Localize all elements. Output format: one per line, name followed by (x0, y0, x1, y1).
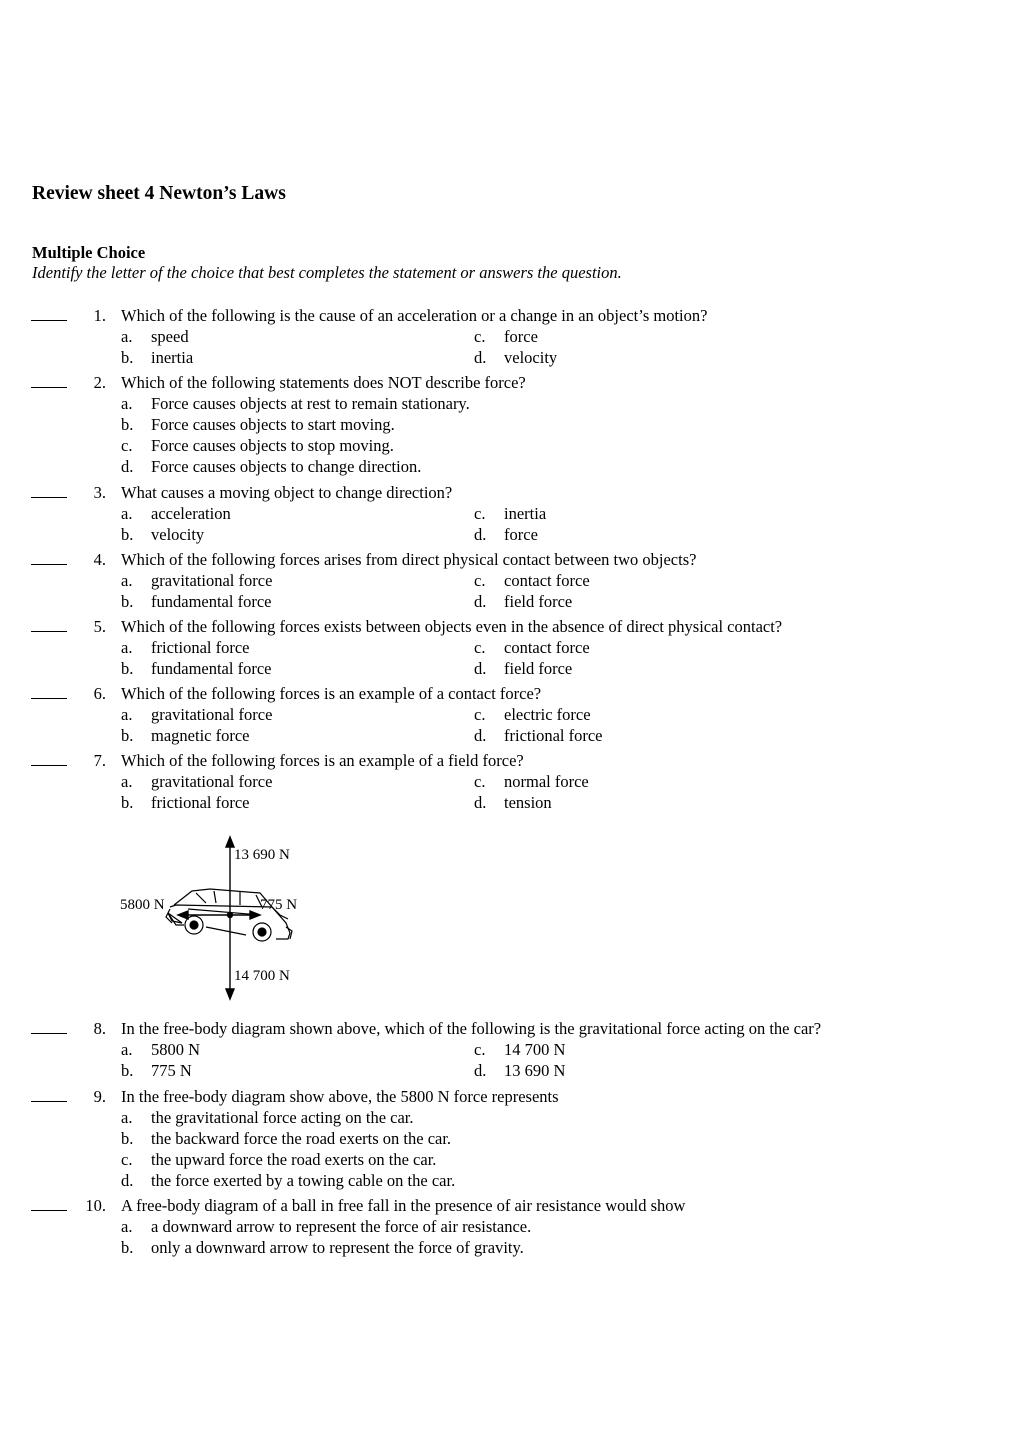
choice-text: force (504, 327, 538, 346)
down-force-label: 14 700 N (234, 968, 290, 984)
choice-letter: d. (474, 1061, 487, 1080)
question-stem-line (0, 482, 1000, 503)
choice-text: velocity (504, 348, 558, 367)
answer-blank-line[interactable] (31, 750, 67, 766)
choice-text: inertia (151, 348, 194, 367)
choice-letter: a. (121, 571, 133, 590)
question-stem: Which of the following statements does NOT describe force? (121, 373, 526, 392)
choice-row (0, 1060, 1000, 1081)
choice-row (0, 1128, 1000, 1149)
answer-blank[interactable] (31, 1086, 67, 1107)
question-number: 5. (93, 617, 106, 636)
question-number: 10. (85, 1196, 106, 1215)
choice-text: Force causes objects at rest to remain stationary. (151, 394, 470, 413)
choice-row (0, 1170, 1000, 1191)
choice-letter: c. (121, 1150, 133, 1169)
question-number: 9. (93, 1087, 106, 1106)
choice-row (0, 326, 1000, 347)
choice-row (0, 1039, 1000, 1060)
question-stem: In the free-body diagram shown above, which of the following is the gravitational force acting on the car? (121, 1019, 822, 1038)
answer-blank-line[interactable] (31, 1086, 67, 1102)
question-stem: Which of the following forces is an example of a field force? (121, 751, 524, 770)
question-number: 7. (93, 751, 106, 770)
question-stem: Which of the following is the cause of an acceleration or a change in an object’s motion? (121, 306, 708, 325)
question-stem: Which of the following forces is an example of a contact force? (121, 684, 542, 703)
choice-text: the backward force the road exerts on the car. (151, 1129, 452, 1148)
section-instructions: Identify the letter of the choice that best completes the statement or answers the question. (32, 263, 622, 282)
answer-blank[interactable] (31, 482, 67, 503)
question-4 (0, 549, 1000, 612)
question-number: 1. (93, 306, 106, 325)
choice-text: the force exerted by a towing cable on the car. (151, 1171, 456, 1190)
choice-letter: c. (474, 638, 486, 657)
choice-text: contact force (504, 571, 590, 590)
choice-letter: a. (121, 772, 133, 791)
choice-text: magnetic force (151, 726, 250, 745)
choice-letter: a. (121, 1040, 133, 1059)
choice-letter: c. (474, 1040, 486, 1059)
answer-blank[interactable] (31, 305, 67, 326)
choice-text: Force causes objects to change direction. (151, 457, 422, 476)
choice-text: fundamental force (151, 659, 272, 678)
question-stem-line (0, 683, 1000, 704)
choice-row (0, 524, 1000, 545)
question-stem: Which of the following forces arises from direct physical contact between two objects? (121, 550, 697, 569)
question-number: 3. (93, 483, 106, 502)
choice-letter: b. (121, 659, 134, 678)
choice-letter: b. (121, 525, 134, 544)
choice-letter: b. (121, 1238, 134, 1257)
choice-letter: d. (121, 457, 134, 476)
question-stem: In the free-body diagram show above, the 5800 N force represents (121, 1087, 559, 1106)
choice-letter: d. (474, 525, 487, 544)
choice-row (0, 658, 1000, 679)
choice-row (0, 503, 1000, 524)
answer-blank-line[interactable] (31, 683, 67, 699)
choice-letter: d. (474, 592, 487, 611)
choice-letter: a. (121, 327, 133, 346)
question-stem-line (0, 549, 1000, 570)
question-number: 2. (93, 373, 106, 392)
question-1 (0, 305, 1000, 368)
choice-text: fundamental force (151, 592, 272, 611)
choice-letter: b. (121, 1129, 134, 1148)
question-stem: What causes a moving object to change direction? (121, 483, 453, 502)
choice-text: electric force (504, 705, 591, 724)
choice-text: frictional force (151, 638, 250, 657)
choice-row (0, 1237, 1000, 1258)
answer-blank[interactable] (31, 549, 67, 570)
answer-blank-line[interactable] (31, 1195, 67, 1211)
choice-letter: c. (474, 504, 486, 523)
choice-text: force (504, 525, 538, 544)
question-number: 6. (93, 684, 106, 703)
choice-text: velocity (151, 525, 205, 544)
answer-blank[interactable] (31, 616, 67, 637)
choice-row (0, 771, 1000, 792)
question-stem-line (0, 372, 1000, 393)
question-stem-line (0, 1195, 1000, 1216)
choice-text: gravitational force (151, 772, 273, 791)
choice-letter: a. (121, 1217, 133, 1236)
choice-letter: d. (474, 659, 487, 678)
choice-text: gravitational force (151, 705, 273, 724)
choice-text: tension (504, 793, 552, 812)
question-9 (0, 1086, 1000, 1191)
left-force-label: 5800 N (120, 897, 165, 913)
choice-letter: c. (121, 436, 133, 455)
question-10 (0, 1195, 1000, 1258)
question-2 (0, 372, 1000, 477)
question-stem-line (0, 305, 1000, 326)
question-number: 4. (93, 550, 106, 569)
choice-text: 5800 N (151, 1040, 201, 1059)
choice-row (0, 1149, 1000, 1170)
answer-blank-line[interactable] (31, 482, 67, 498)
up-force-label: 13 690 N (234, 847, 290, 863)
choice-row (0, 591, 1000, 612)
choice-row (0, 1216, 1000, 1237)
choice-row (0, 414, 1000, 435)
answer-blank[interactable] (31, 1195, 67, 1216)
choice-row (0, 456, 1000, 477)
choice-text: contact force (504, 638, 590, 657)
question-5 (0, 616, 1000, 679)
page-title: Review sheet 4 Newton’s Laws (32, 183, 286, 204)
choice-letter: b. (121, 348, 134, 367)
choice-letter: b. (121, 793, 134, 812)
choice-text: field force (504, 592, 573, 611)
answer-blank[interactable] (31, 372, 67, 393)
question-6 (0, 683, 1000, 746)
choice-letter: c. (474, 772, 486, 791)
choice-letter: a. (121, 504, 133, 523)
answer-blank[interactable] (31, 750, 67, 771)
choice-text: frictional force (504, 726, 603, 745)
choice-letter: c. (474, 571, 486, 590)
choice-text: Force causes objects to start moving. (151, 415, 395, 434)
choice-text: normal force (504, 772, 589, 791)
answer-blank[interactable] (31, 1018, 67, 1039)
choice-text: a downward arrow to represent the force of air resistance. (151, 1217, 532, 1236)
answer-blank-line[interactable] (31, 372, 67, 388)
choice-text: 14 700 N (504, 1040, 566, 1059)
answer-blank-line[interactable] (31, 1018, 67, 1034)
choice-letter: b. (121, 415, 134, 434)
free-body-diagram (110, 835, 330, 1005)
question-stem-line (0, 616, 1000, 637)
choice-letter: a. (121, 1108, 133, 1127)
question-stem-line (0, 1086, 1000, 1107)
choice-row (0, 570, 1000, 591)
choice-text: inertia (504, 504, 547, 523)
choice-letter: b. (121, 592, 134, 611)
choice-text: frictional force (151, 793, 250, 812)
answer-blank[interactable] (31, 683, 67, 704)
question-stem-line (0, 1018, 1000, 1039)
choice-text: 13 690 N (504, 1061, 566, 1080)
choice-row (0, 637, 1000, 658)
question-stem: Which of the following forces exists between objects even in the absence of direct physical contact? (121, 617, 783, 636)
choice-row (0, 725, 1000, 746)
choice-letter: d. (121, 1171, 134, 1190)
choice-letter: c. (474, 327, 486, 346)
choice-text: the gravitational force acting on the car. (151, 1108, 414, 1127)
choice-letter: d. (474, 793, 487, 812)
choice-text: gravitational force (151, 571, 273, 590)
choice-letter: c. (474, 705, 486, 724)
choice-letter: d. (474, 348, 487, 367)
choice-text: the upward force the road exerts on the car. (151, 1150, 437, 1169)
question-stem: A free-body diagram of a ball in free fall in the presence of air resistance would show (121, 1196, 686, 1215)
horizontal-force-arrows (178, 911, 260, 919)
choice-row (0, 393, 1000, 414)
choice-text: Force causes objects to stop moving. (151, 436, 394, 455)
question-7 (0, 750, 1000, 813)
choice-letter: a. (121, 705, 133, 724)
choice-letter: b. (121, 1061, 134, 1080)
choice-row (0, 704, 1000, 725)
section-heading: Multiple Choice (32, 243, 146, 262)
answer-blank-line[interactable] (31, 305, 67, 321)
car-diagram-svg (110, 835, 330, 1005)
answer-blank-line[interactable] (31, 616, 67, 632)
choice-text: 775 N (151, 1061, 192, 1080)
answer-blank-line[interactable] (31, 549, 67, 565)
choice-text: acceleration (151, 504, 231, 523)
question-number: 8. (93, 1019, 106, 1038)
choice-text: only a downward arrow to represent the force of gravity. (151, 1238, 524, 1257)
choice-row (0, 347, 1000, 368)
question-3 (0, 482, 1000, 545)
choice-text: speed (151, 327, 189, 346)
question-stem-line (0, 750, 1000, 771)
choice-row (0, 435, 1000, 456)
choice-row (0, 792, 1000, 813)
choice-letter: a. (121, 394, 133, 413)
choice-row (0, 1107, 1000, 1128)
choice-letter: a. (121, 638, 133, 657)
choice-letter: d. (474, 726, 487, 745)
choice-text: field force (504, 659, 573, 678)
choice-letter: b. (121, 726, 134, 745)
question-8 (0, 1018, 1000, 1081)
right-force-label: 775 N (260, 897, 298, 913)
